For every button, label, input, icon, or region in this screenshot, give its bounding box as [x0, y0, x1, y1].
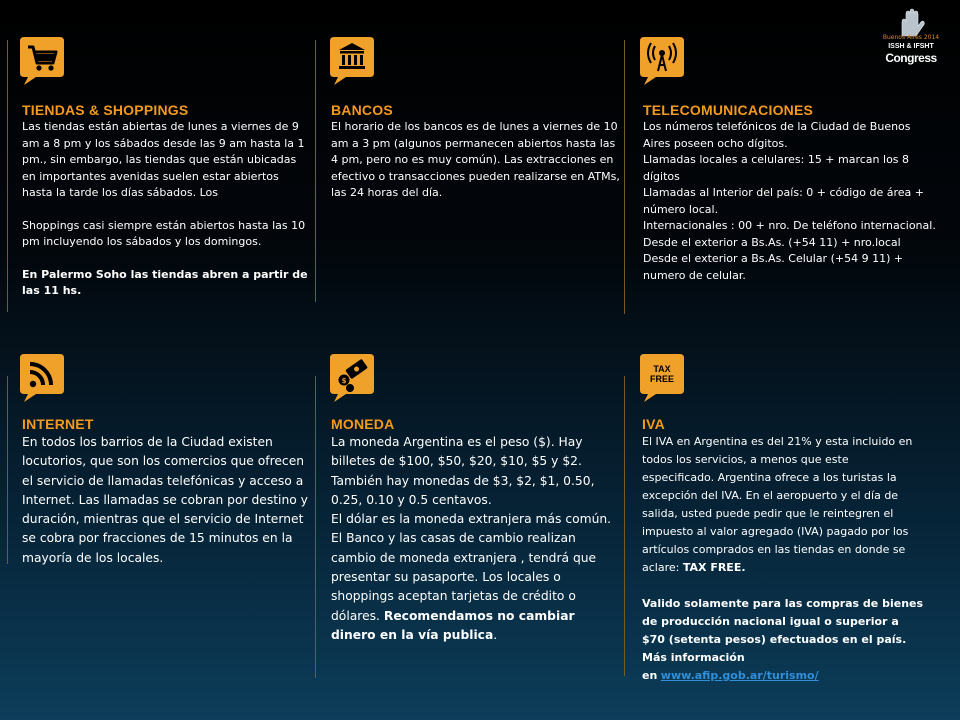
logo-top-line: Buenos Aires 2014 — [882, 34, 940, 41]
section-title: MONEDA — [331, 416, 395, 432]
telecom-line: Llamadas locales a celulares: 15 + marcan los 8 dígitos — [643, 153, 910, 183]
tiendas-paragraph-2: Shoppings casi siempre están abiertos hasta las 10 pm incluyendo los sábados y los domingos. — [22, 218, 306, 248]
tax-free-text: TAX FREE. — [682, 561, 746, 574]
divider-line — [315, 40, 316, 302]
logo-middle-line: ISSH & IFSHT — [888, 43, 934, 50]
tiendas-paragraph-1: Las tiendas están abiertas de lunes a viernes de 9 am a 8 pm y los sábados desde las 9 am hasta la 1 pm., sin embargo, las tiendas que están ubicadas en importantes avenidas suelen estar abiertos hasta la tarde los días sábados. Los — [22, 120, 305, 199]
telecom-line: Llamadas al Interior del país: 0 + código de área + número local. — [643, 186, 924, 216]
logo-bottom-line: Congress — [885, 51, 937, 65]
money-exchange-icon — [330, 352, 374, 402]
section-moneda — [331, 416, 617, 645]
section-title: BANCOS — [331, 102, 393, 118]
bank-icon — [330, 35, 374, 85]
section-title: TELECOMUNICACIONES — [643, 102, 814, 118]
moneda-paragraph-1: La moneda Argentina es el peso ($). Hay billetes de $100, $50, $20, $10, $5 y $2. También hay monedas de $3, $2, $1, 0.50, 0.25, 0.10 y 0.5 centavos. — [331, 435, 595, 507]
moneda-paragraph-2 — [331, 510, 617, 645]
telecom-line: Desde el exterior a Bs.As. (+54 11) + nro.local — [643, 235, 901, 249]
rss-feed-icon — [20, 352, 64, 402]
iva-more-info-prefix: en — [642, 669, 658, 682]
iva-paragraph-1-text: El IVA en Argentina es del 21% y esta incluido en todos los servicios, a menos que este especificado. Argentina ofrece a los turistas la excepción del IVA. En el aeropuerto y el día de salida, usted puede pedir que le reintegren el impuesto al valor agregado (IVA) pagado por los artículos comprados en las tiendas en donde se aclare: — [642, 435, 913, 574]
tax-free-icon — [640, 352, 684, 402]
congress-logo — [880, 8, 942, 66]
free-label: FREE — [649, 374, 675, 384]
section-title: IVA — [642, 416, 665, 432]
iva-more-info-label: Más información — [642, 651, 745, 664]
divider-line — [315, 376, 316, 678]
moneda-recommendation: Recomendamos no cambiar dinero en la vía publica — [331, 608, 575, 642]
telecom-line: Desde el exterior a Bs.As. Celular (+54 9 11) + numero de celular. — [643, 252, 904, 282]
section-tiendas — [22, 102, 308, 300]
divider-line — [624, 40, 625, 314]
iva-more-info-line — [642, 667, 924, 685]
divider-line — [7, 40, 8, 312]
antenna-signal-icon — [640, 35, 684, 85]
tiendas-paragraph-3: En Palermo Soho las tiendas abren a partir de las 11 hs. — [22, 267, 308, 297]
afip-link[interactable]: www.afip.gob.ar/turismo/ — [660, 669, 819, 682]
telecom-line: Internacionales : 00 + nro. De teléfono internacional. — [643, 219, 936, 232]
section-telecom — [643, 102, 936, 284]
tax-label: TAX — [653, 364, 671, 374]
divider-line — [7, 376, 8, 564]
shopping-cart-icon — [20, 35, 64, 85]
moneda-paragraph-2-text: El dólar es la moneda extranjera más común. El Banco y las casas de cambio realizan cambio de moneda extranjera , tendrá que presentar su pasaporte. Los locales o shoppings aceptan tarjetas de crédito o dólares. — [331, 512, 612, 623]
svg-text:$: $ — [341, 377, 347, 385]
divider-line — [624, 376, 625, 676]
section-title: INTERNET — [22, 416, 94, 432]
iva-paragraph-1 — [642, 433, 924, 577]
moneda-paragraph-2-end: . — [493, 627, 498, 642]
section-iva — [642, 416, 924, 685]
section-bancos — [331, 102, 621, 202]
telecom-line: Los números telefónicos de la Ciudad de Buenos Aires poseen ocho dígitos. — [643, 120, 911, 150]
bancos-paragraph-1: El horario de los bancos es de lunes a viernes de 10 am a 3 pm (algunos permanecen abiertos hasta las 4 pm, pero no es muy común). Las extracciones en efectivo o transacciones pueden realizarse en ATMs, las 24 horas del día. — [331, 120, 620, 199]
section-internet — [22, 416, 311, 568]
internet-paragraph-1: En todos los barrios de la Ciudad existen locutorios, que son los comercios que ofrecen el servicio de llamadas telefónicas y acceso a Internet. Las llamadas se cobran por destino y duración, mientras que el servicio de Internet se cobra por fracciones de 15 minutos en la mayoría de los locales. — [22, 435, 308, 565]
iva-paragraph-2: Valido solamente para las compras de bienes de producción nacional igual o superior a $70 (setenta pesos) efectuados en el país. — [642, 597, 924, 646]
section-title: TIENDAS & SHOPPINGS — [22, 102, 189, 118]
